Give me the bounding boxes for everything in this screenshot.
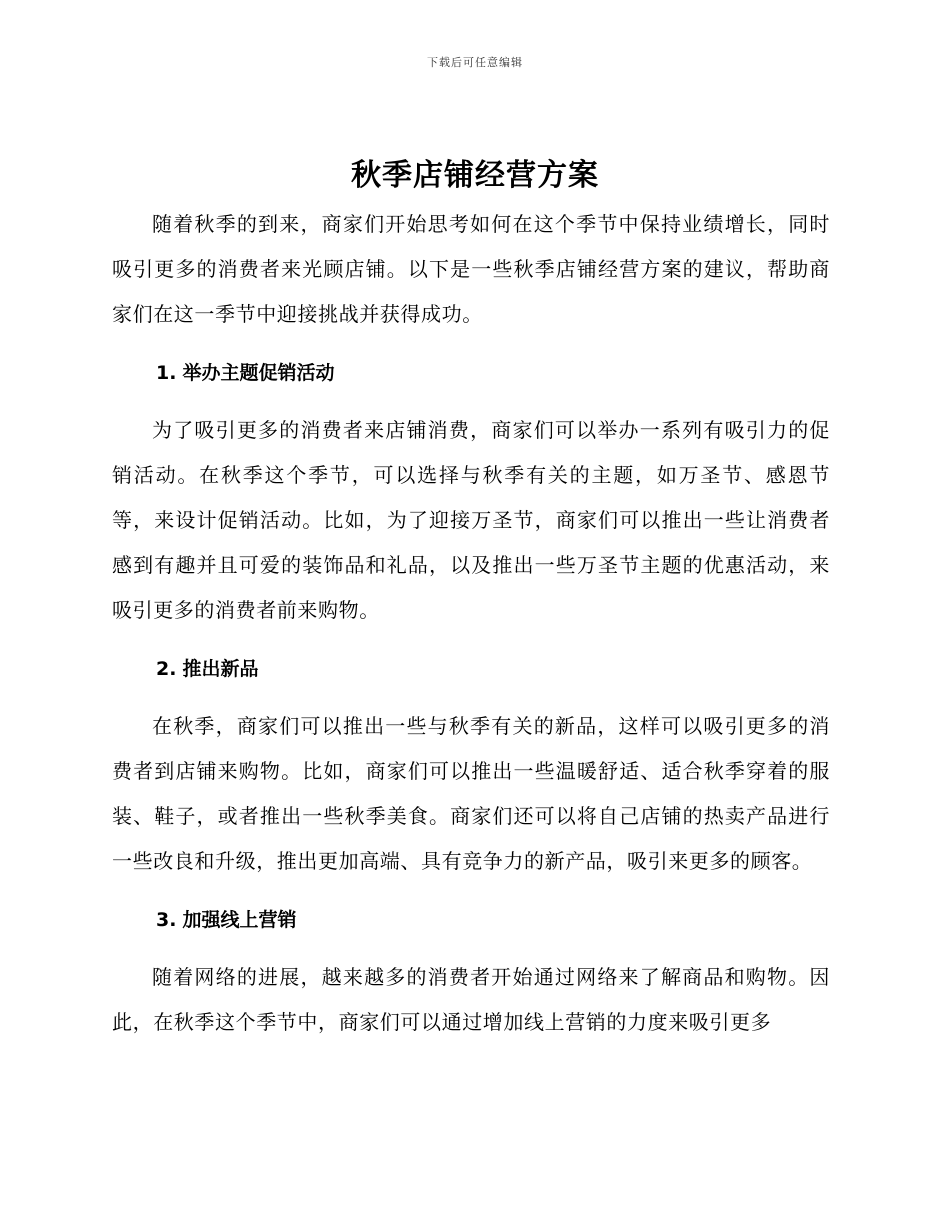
section-heading-2 — [112, 647, 830, 692]
section-heading-1 — [112, 351, 830, 396]
section-heading-3 — [112, 898, 830, 943]
section-heading-text: 推出新品 — [182, 658, 259, 680]
document-title: 秋季店铺经营方案 — [351, 158, 599, 193]
document-body — [112, 202, 830, 1045]
section-paragraph-2: 在秋季，商家们可以推出一些与秋季有关的新品，这样可以吸引更多的消费者到店铺来购物。比如，商家们可以推出一些温暖舒适、适合秋季穿着的服装、鞋子，或者推出一些秋季美食。商家们还可以将自己店铺的热卖产品进行一些改良和升级，推出更加高端、具有竞争力的新产品，吸引来更多的顾客。 — [112, 714, 830, 873]
section-paragraph-1: 为了吸引更多的消费者来店铺消费，商家们可以举办一系列有吸引力的促销活动。在秋季这个季节，可以选择与秋季有关的主题，如万圣节、感恩节等，来设计促销活动。比如，为了迎接万圣节，商家们可以推出一些让消费者感到有趣并且可爱的装饰品和礼品，以及推出一些万圣节主题的优惠活动，来吸引更多的消费者前来购物。 — [112, 418, 830, 622]
section-paragraph-3: 随着网络的进展，越来越多的消费者开始通过网络来了解商品和购物。因此，在秋季这个季节中，商家们可以通过增加线上营销的力度来吸引更多 — [112, 965, 830, 1034]
section-number: 2. — [156, 658, 177, 680]
section-heading-text: 举办主题促销活动 — [182, 362, 335, 384]
intro-paragraph: 随着秋季的到来，商家们开始思考如何在这个季节中保持业绩增长，同时吸引更多的消费者来光顾店铺。以下是一些秋季店铺经营方案的建议，帮助商家们在这一季节中迎接挑战并获得成功。 — [112, 212, 830, 326]
section-number: 1. — [156, 362, 177, 384]
section-number: 3. — [156, 909, 177, 931]
section-heading-text: 加强线上营销 — [182, 909, 297, 931]
page-header-note: 下载后可任意编辑 — [427, 56, 523, 69]
